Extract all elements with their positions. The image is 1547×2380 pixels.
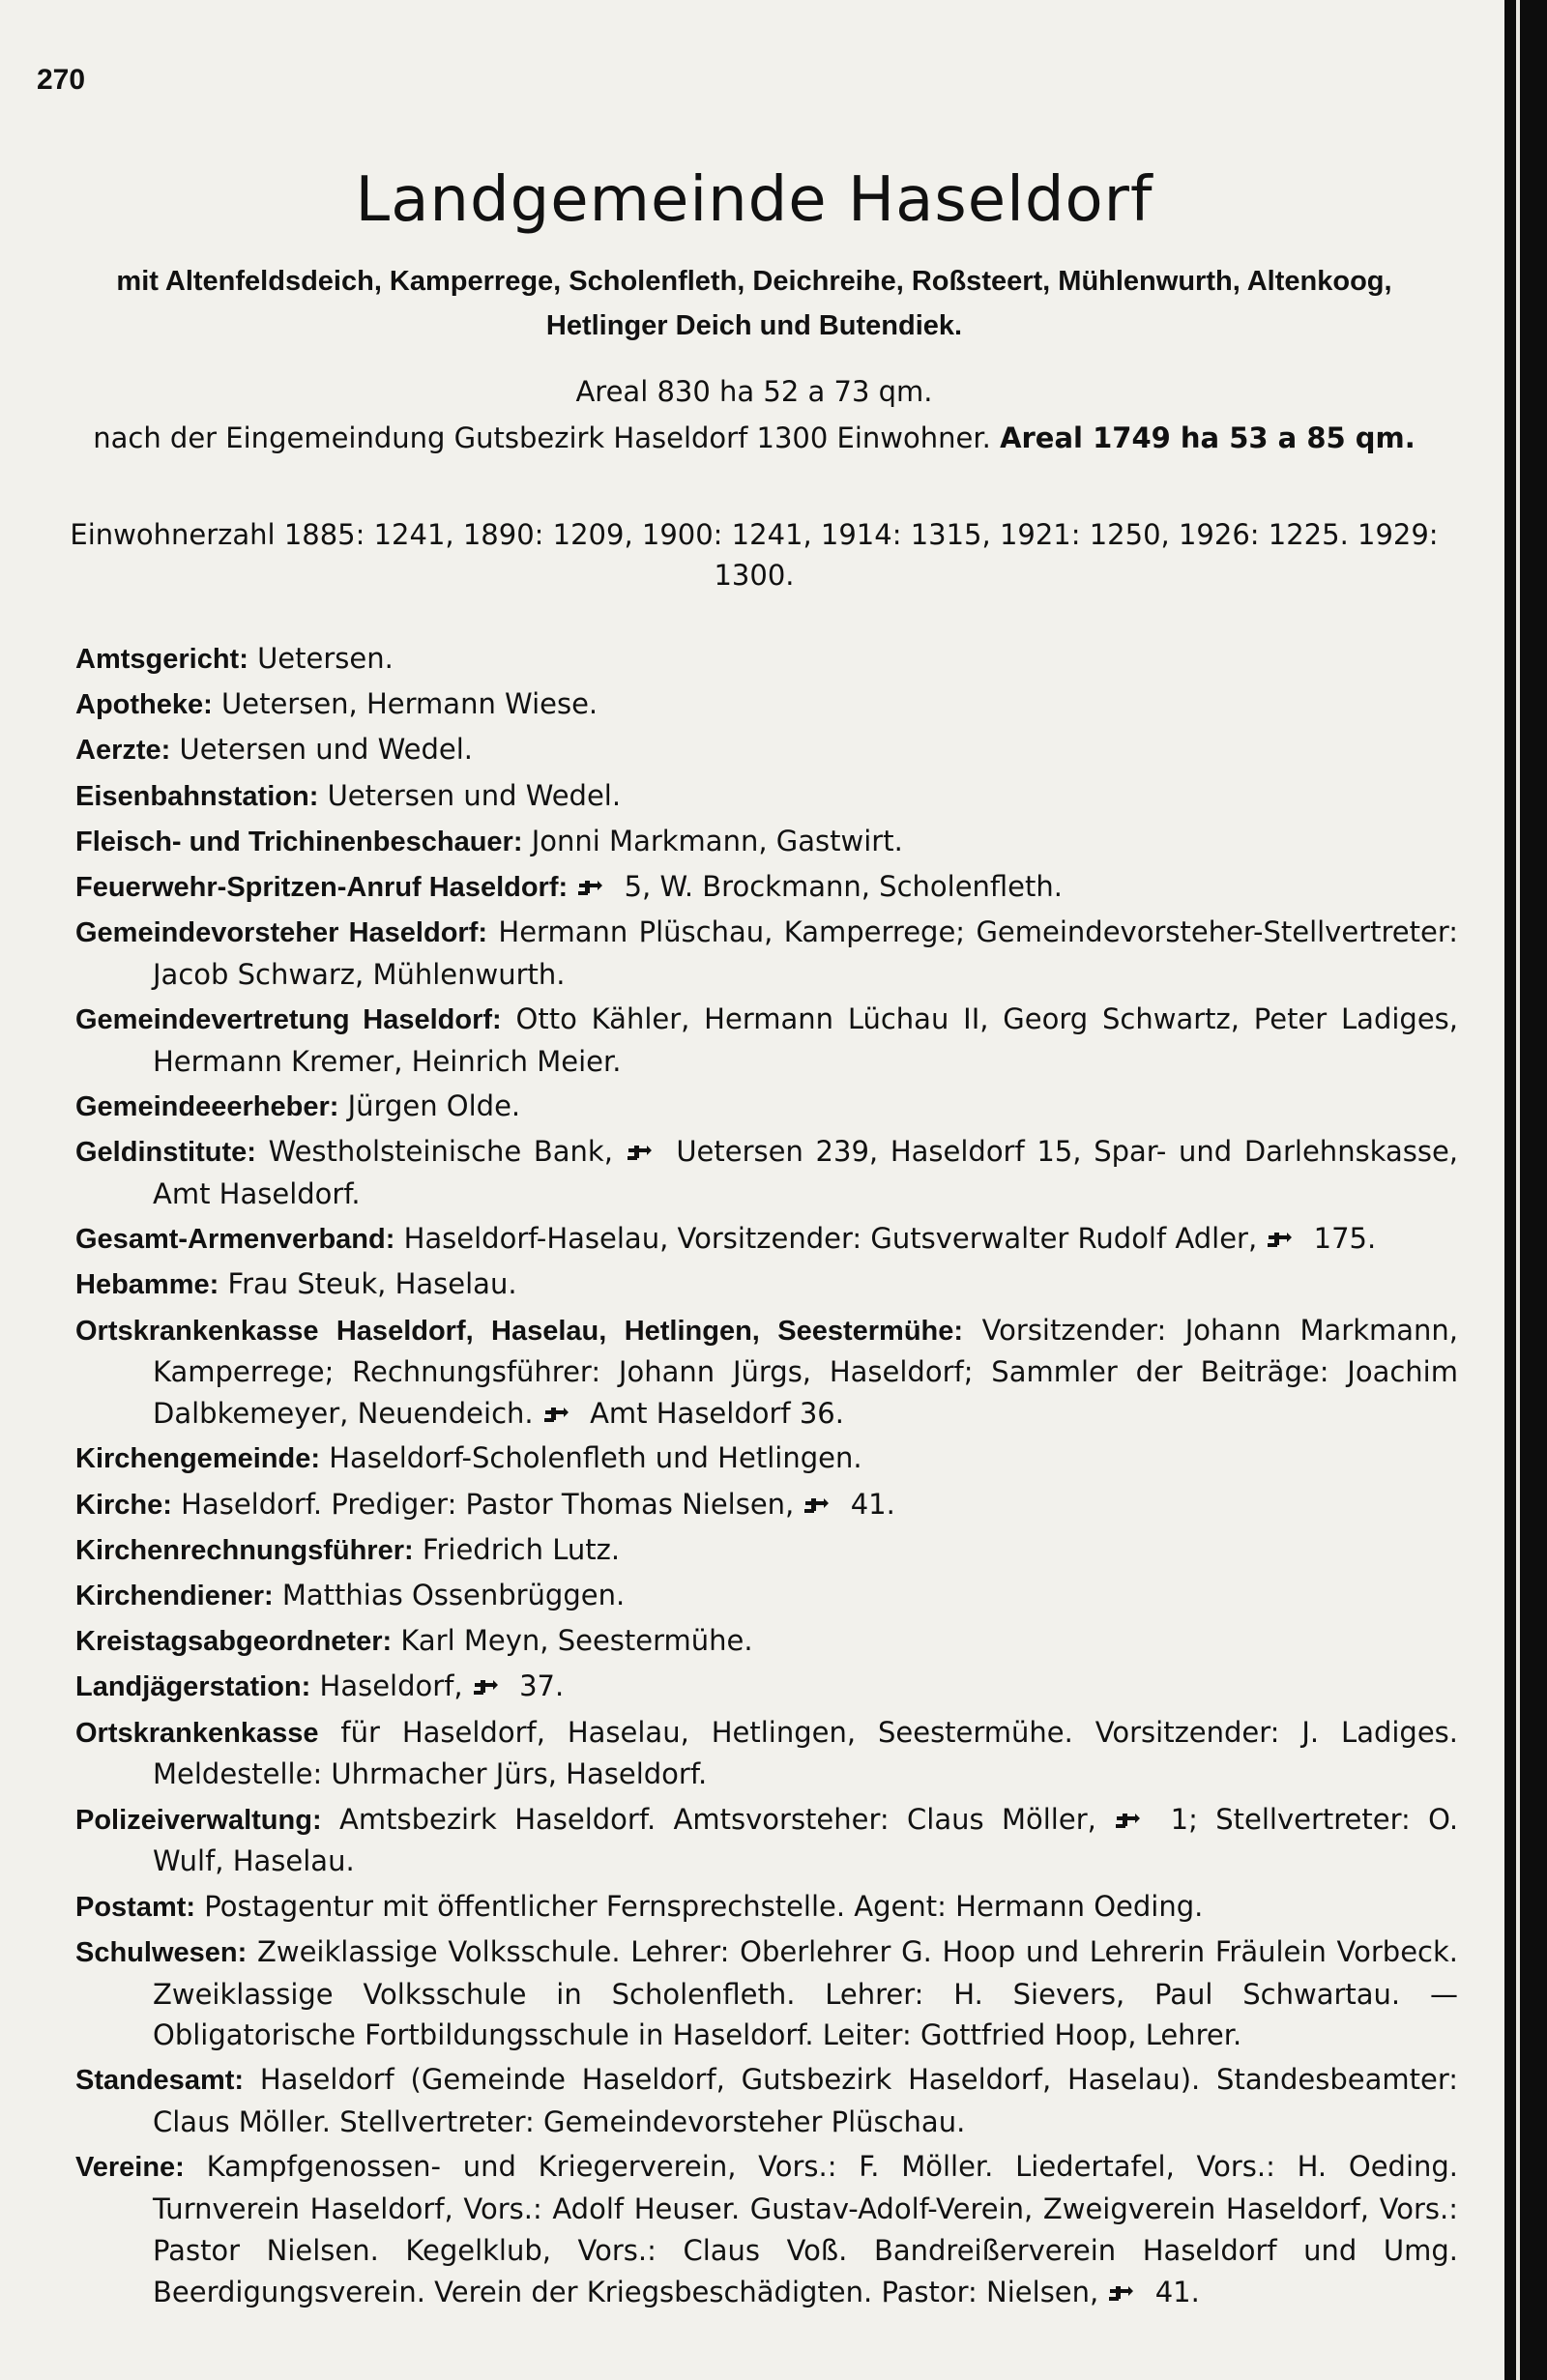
entry-text: Vorsitzender: Johann Markmann, Kamperrege; Rechnungsführer: Johann Jürgs, Haseldorf; Sammler der Beiträge: Joachim Dalbkemeyer, Neuendeich. [153, 1313, 1458, 1431]
directory-entry [75, 2146, 1458, 2312]
directory-entry [75, 1712, 1458, 1796]
entry-text-continued: 41. [1154, 2275, 1200, 2308]
entry-text-continued: Uetersen 239, Haseldorf 15, Spar- und Darlehnskasse, Amt Haseldorf. [153, 1135, 1459, 1211]
directory-entry [75, 1131, 1458, 1215]
directory-entry [75, 683, 1458, 726]
entry-text: Jonni Markmann, Gastwirt. [531, 824, 903, 857]
areal-line: Areal 830 ha 52 a 73 qm. [575, 375, 933, 408]
entry-key: Kirchendiener: [75, 1580, 274, 1611]
entry-key: Landjägerstation: [75, 1671, 311, 1703]
telephone-hand-icon [472, 1677, 511, 1698]
directory-entry [75, 1529, 1458, 1572]
eingemeindung-areal: Areal 1749 ha 53 a 85 qm. [1000, 421, 1416, 454]
directory-entry [75, 1310, 1458, 1435]
entry-key: Gemeindevertretung Haseldorf: [75, 1004, 502, 1036]
entry-text: Haseldorf-Scholenfleth und Hetlingen. [329, 1441, 862, 1475]
entry-text: Postagentur mit öffentlicher Fernsprechstelle. Agent: Hermann Oeding. [204, 1889, 1204, 1923]
entry-key: Vereine: [75, 2152, 185, 2184]
entry-text: Uetersen, Hermann Wiese. [221, 687, 598, 721]
entry-key: Ortskrankenkasse [75, 1717, 319, 1749]
entry-key: Fleisch- und Trichinenbeschauer: [75, 826, 523, 857]
directory-entry [75, 729, 1458, 771]
entry-text: für Haseldorf, Haselau, Hetlingen, Seestermühe. Vorsitzender: J. Ladiges. Meldestelle: Uhrmacher Jürs, Haseldorf. [153, 1715, 1459, 1791]
entry-text: Uetersen und Wedel. [327, 778, 622, 812]
telephone-hand-icon [1107, 2283, 1146, 2305]
entry-text-continued: Amt Haseldorf 36. [590, 1397, 844, 1431]
entry-text: Karl Meyn, Seestermühe. [400, 1624, 753, 1658]
directory-entry [75, 1931, 1458, 2056]
population-line: Einwohnerzahl 1885: 1241, 1890: 1209, 1900: 1241, 1914: 1315, 1921: 1250, 1926: 1225. 1929: 1300. [70, 518, 1439, 592]
page-title: Landgemeinde Haseldorf [355, 164, 1153, 236]
entry-text: Zweiklassige Volksschule. Lehrer: Oberlehrer G. Hoop und Lehrerin Fräulein Vorbeck. Zweiklassige Volksschule in Scholenfleth. Lehrer: H. Sievers, Paul Schwartau. — Obligatorische Fortbildungsschule in Haseldorf. Leiter: Gottfried Hoop, Lehrer. [153, 1934, 1458, 2052]
entry-key: Aerzte: [75, 735, 171, 767]
directory-entry [75, 1218, 1458, 1261]
entry-key: Kirchengemeinde: [75, 1443, 320, 1475]
entry-text: Matthias Ossenbrüggen. [281, 1578, 626, 1611]
entry-text: Haseldorf (Gemeinde Haseldorf, Gutsbezirk Haseldorf, Haselau). Standesbeamter: Claus Möller. Stellvertreter: Gemeindevorsteher Plüschau. [153, 2063, 1459, 2139]
entry-text: Uetersen. [257, 642, 394, 675]
entry-key: Gemeindevorsteher Haseldorf: [75, 917, 488, 949]
directory-entry [75, 866, 1458, 909]
entry-key: Kirche: [75, 1489, 172, 1521]
telephone-hand-icon [1266, 1230, 1304, 1251]
entry-text: Friedrich Lutz. [422, 1532, 621, 1566]
eingemeindung-text: nach der Eingemeindung Gutsbezirk Haseldorf 1300 Einwohner. [93, 421, 991, 454]
directory-entry [75, 1575, 1458, 1617]
entry-key: Standesamt: [75, 2065, 245, 2097]
directory-entry [75, 638, 1458, 681]
eingemeindung-line [58, 418, 1450, 458]
entry-key: Schulwesen: [75, 1936, 248, 1968]
entry-key: Polizeiverwaltung: [75, 1804, 322, 1836]
entry-key: Ortskrankenkasse Haseldorf, Haselau, Hetlingen, Seestermühe: [75, 1315, 964, 1347]
entry-text: Haseldorf. Prediger: Pastor Thomas Nielsen, [181, 1487, 795, 1521]
subtitle: mit Altenfeldsdeich, Kamperrege, Scholenfleth, Deichreihe, Roßsteert, Mühlenwurth, Altenkoog, Hetlinger Deich und Butendiek. [116, 266, 1392, 341]
directory-entry [75, 912, 1458, 996]
directory-entry [75, 1437, 1458, 1480]
entry-text: 5, W. Brockmann, Scholenfleth. [624, 869, 1063, 903]
directory-entry [75, 1620, 1458, 1663]
entry-text: Amtsbezirk Haseldorf. Amtsvorsteher: Claus Möller, [339, 1802, 1096, 1836]
page-number: 270 [37, 64, 86, 96]
entry-key: Feuerwehr-Spritzen-Anruf Haseldorf: [75, 871, 569, 903]
entry-key: Amtsgericht: [75, 644, 248, 675]
directory-entry [75, 1886, 1458, 1929]
entry-key: Postamt: [75, 1891, 196, 1923]
entry-key: Hebamme: [75, 1269, 219, 1301]
directory-entry [75, 1086, 1458, 1128]
directory-entry [75, 1484, 1458, 1526]
entry-text-continued: 1; Stellvertreter: O. Wulf, Haselau. [153, 1802, 1459, 1878]
directory-entries [75, 638, 1458, 2316]
directory-entry [75, 775, 1458, 818]
telephone-hand-icon [576, 878, 615, 899]
entry-text-continued: 41. [850, 1487, 895, 1521]
telephone-hand-icon [542, 1405, 581, 1426]
entry-text: Uetersen und Wedel. [179, 733, 474, 767]
entry-key: Gemeindeeerheber: [75, 1091, 339, 1123]
telephone-hand-icon [803, 1495, 841, 1517]
entry-text: Jürgen Olde. [347, 1089, 521, 1123]
entry-text-continued: 175. [1313, 1222, 1377, 1256]
entry-text: Hermann Plüschau, Kamperrege; Gemeindevorsteher-Stellvertreter: Jacob Schwarz, Mühlenwurth. [153, 915, 1458, 991]
directory-entry [75, 821, 1458, 863]
directory-entry [75, 1799, 1458, 1883]
entry-text: Otto Kähler, Hermann Lüchau II, Georg Schwartz, Peter Ladiges, Hermann Kremer, Heinrich Meier. [153, 1002, 1458, 1078]
entry-key: Eisenbahnstation: [75, 780, 319, 812]
entry-key: Geldinstitute: [75, 1137, 256, 1169]
entry-text: Haseldorf, [319, 1669, 463, 1703]
directory-entry [75, 1666, 1458, 1708]
telephone-hand-icon [1114, 1811, 1153, 1832]
entry-text-continued: 37. [519, 1669, 565, 1703]
entry-text: Frau Steuk, Haselau. [227, 1267, 517, 1301]
telephone-hand-icon [626, 1143, 664, 1164]
entry-text: Westholsteinische Bank, [268, 1135, 613, 1169]
entry-key: Kirchenrechnungsführer: [75, 1534, 414, 1566]
directory-entry [75, 1263, 1458, 1306]
entry-key: Kreistagsabgeordneter: [75, 1626, 393, 1658]
entry-text: Haseldorf-Haselau, Vorsitzender: Gutsverwalter Rudolf Adler, [403, 1222, 1258, 1256]
entry-key: Apotheke: [75, 689, 213, 721]
page-edge-divider [1516, 0, 1520, 2380]
directory-entry [75, 2059, 1458, 2143]
entry-key: Gesamt-Armenverband: [75, 1224, 395, 1256]
directory-entry [75, 999, 1458, 1083]
entry-text: Kampfgenossen- und Kriegerverein, Vors.: F. Möller. Liedertafel, Vors.: H. Oeding. Turnverein Haseldorf, Vors.: Adolf Heuser. Gustav-Adolf-Verein, Zweigverein Haseldorf, Vors.: Pastor Nielsen. Kegelklub, Vors.: Claus Voß. Bandreißerverein Haseldorf und Umg. Beerdigungsverein. Verein der Kriegsbeschädigten. Pastor: Nielsen, [153, 2150, 1459, 2308]
